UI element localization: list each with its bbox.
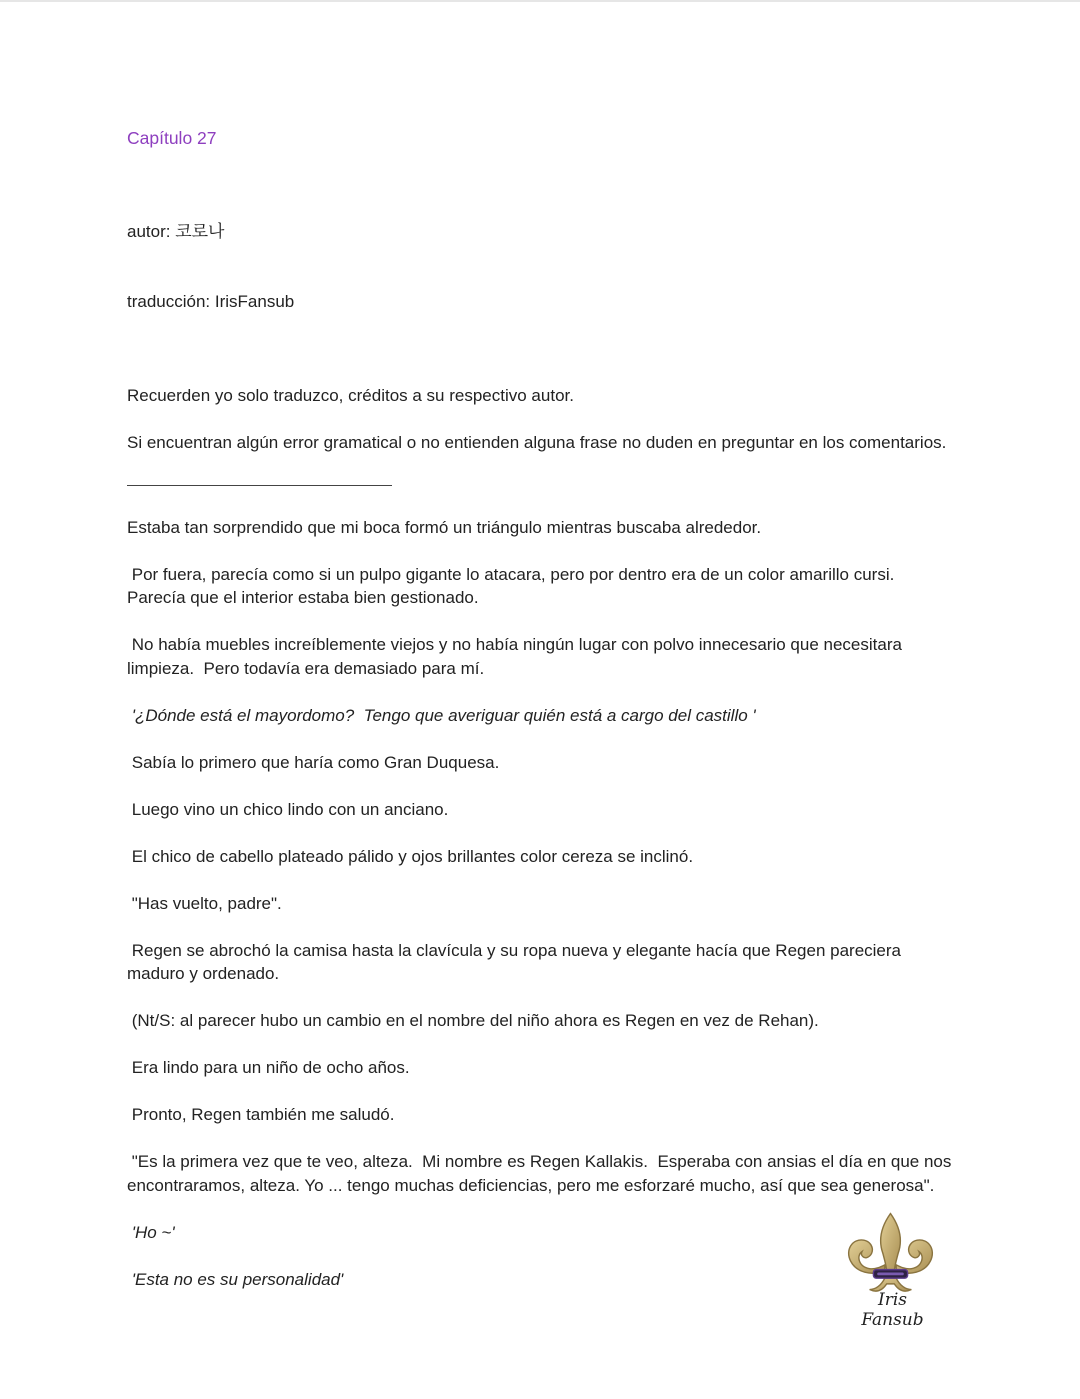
story-paragraph: Por fuera, parecía como si un pulpo gigante lo atacara, pero por dentro era de un color amarillo cursi. Parecía que el interior estaba bien gestionado. [127,564,900,607]
logo-text: Iris Fansub [861,1290,924,1330]
story-paragraph: 'Esta no es su personalidad' [127,1269,344,1289]
document-body [127,127,957,1315]
story-paragraph: '¿Dónde está el mayordomo? Tengo que averiguar quién está a cargo del castillo ' [127,705,756,725]
story-paragraph: El chico de cabello plateado pálido y ojos brillantes color cereza se inclinó. [127,846,694,866]
story-paragraph: "Es la primera vez que te veo, alteza. Mi nombre es Regen Kallakis. Esperaba con ansias el día en que nos encontraramos, alteza. Yo ... tengo muchas deficiencias, pero me esforzaré mucho, así que sea generosa". [127,1152,957,1195]
chapter-title: Capítulo 27 [127,128,217,148]
top-border [0,0,1080,2]
section-divider [127,485,392,486]
story-paragraph: Pronto, Regen también me saludó. [127,1105,395,1124]
story-paragraph: No había muebles increíblemente viejos y no había ningún lugar con polvo innecesario que necesitara limpieza. Pero todavía era demasiado para mí. [127,635,907,678]
notice-paragraph: Recuerden yo solo traduzco, créditos a su respectivo autor. [127,386,574,405]
story-paragraph: 'Ho ~' [127,1222,175,1242]
story-paragraph: (Nt/S: al parecer hubo un cambio en el nombre del niño ahora es Regen en vez de Rehan). [127,1011,819,1030]
author-line: autor: 코로나 [127,221,225,241]
story-paragraph: Estaba tan sorprendido que mi boca formó un triángulo mientras buscaba alrededor. [127,517,762,537]
story-paragraph: "Has vuelto, padre". [127,893,282,913]
story-text [127,516,957,1292]
story-paragraph: Luego vino un chico lindo con un anciano. [127,799,449,819]
credits-block [127,173,957,361]
story-paragraph: Sabía lo primero que haría como Gran Duquesa. [127,752,500,772]
notice-paragraph: Si encuentran algún error gramatical o no entienden alguna frase no duden en preguntar en los comentarios. [127,433,947,452]
story-paragraph: Era lindo para un niño de ocho años. [127,1058,410,1077]
story-paragraph: Regen se abrochó la camisa hasta la clavícula y su ropa nueva y elegante hacía que Regen pareciera maduro y ordenado. [127,940,906,983]
translation-line: traducción: IrisFansub [127,292,295,311]
